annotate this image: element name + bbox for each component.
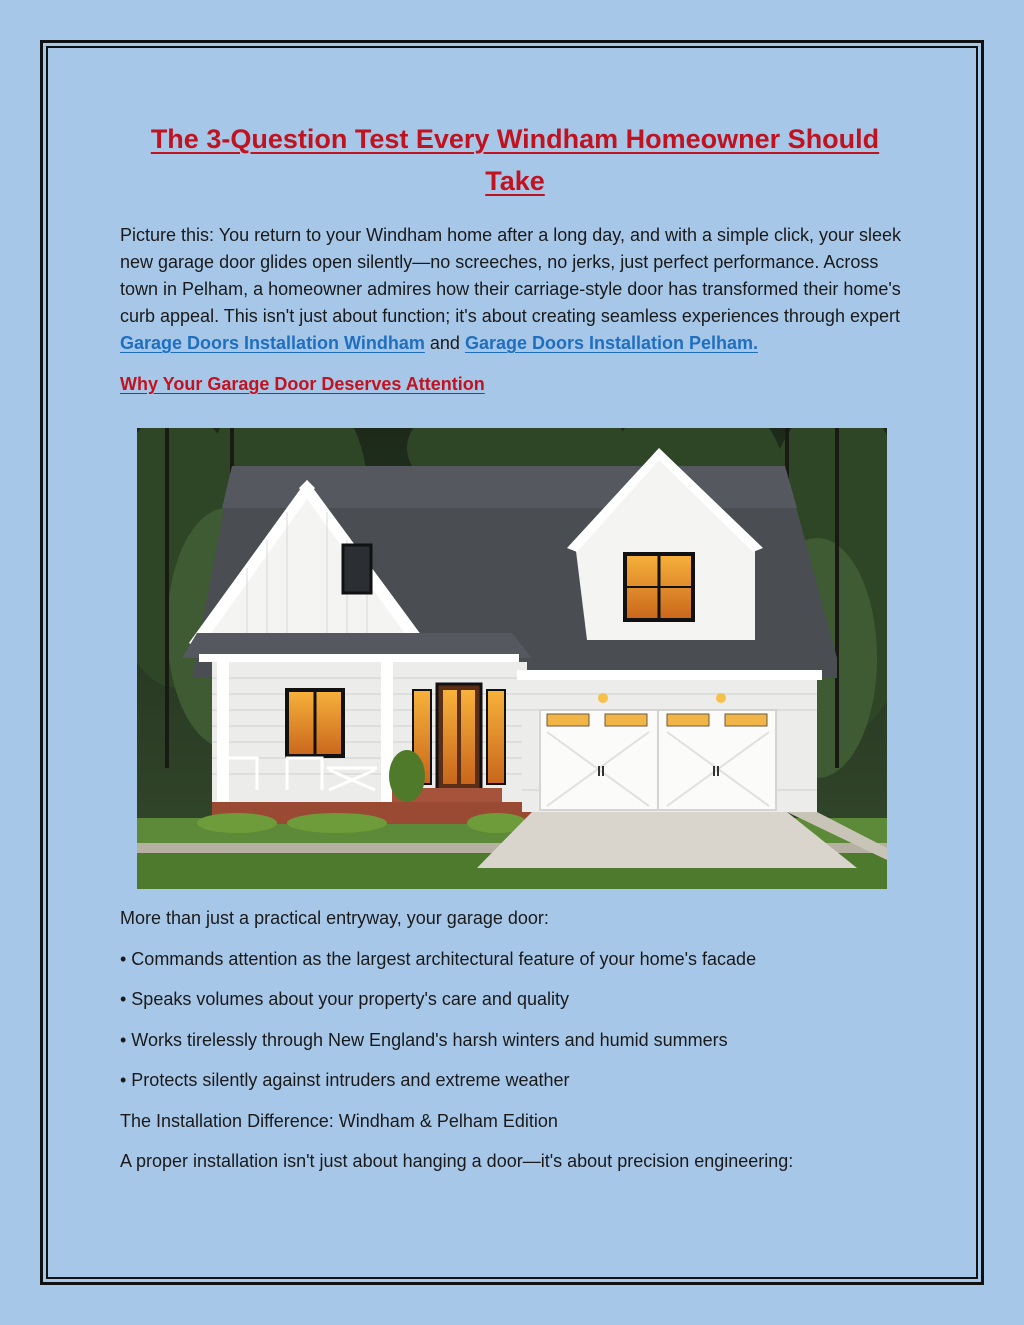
body-after-image	[120, 905, 910, 1189]
page-title: The 3-Question Test Every Windham Homeowner Should Take	[150, 124, 880, 196]
link-period[interactable]: .	[753, 333, 759, 353]
link-garage-doors-pelham[interactable]: Garage Doors Installation Pelham	[464, 333, 754, 353]
section-heading-attention: Why Your Garage Door Deserves Attention	[120, 374, 485, 394]
intro-text: Picture this: You return to your Windham home after a long day, and with a simple click, your sleek new garage door glides open silently—no screeches, no jerks, just perfect performance. Across town in Pelham, a homeowner admires how their carriage-style door has transformed their home's curb appeal. This isn't just about function; it's about creating seamless experiences through expert	[120, 225, 902, 326]
house-photo	[137, 428, 887, 889]
lead-text: More than just a practical entryway, your garage door:	[120, 908, 549, 928]
intro-paragraph	[120, 222, 910, 357]
bullet-item: • Protects silently against intruders and extreme weather	[120, 1070, 570, 1090]
document-body	[120, 118, 910, 397]
installation-paragraph: A proper installation isn't just about hanging a door—it's about precision engineering:	[120, 1151, 794, 1171]
section-title-installation: The Installation Difference: Windham & Pelham Edition	[120, 1110, 558, 1131]
bullet-item: • Works tirelessly through New England's harsh winters and humid summers	[120, 1029, 728, 1050]
intro-and: and	[424, 333, 465, 353]
link-garage-doors-windham[interactable]: Garage Doors Installation Windham	[120, 333, 425, 353]
bullet-item: • Commands attention as the largest architectural feature of your home's facade	[120, 948, 757, 969]
bullet-item: • Speaks volumes about your property's care and quality	[120, 989, 569, 1009]
